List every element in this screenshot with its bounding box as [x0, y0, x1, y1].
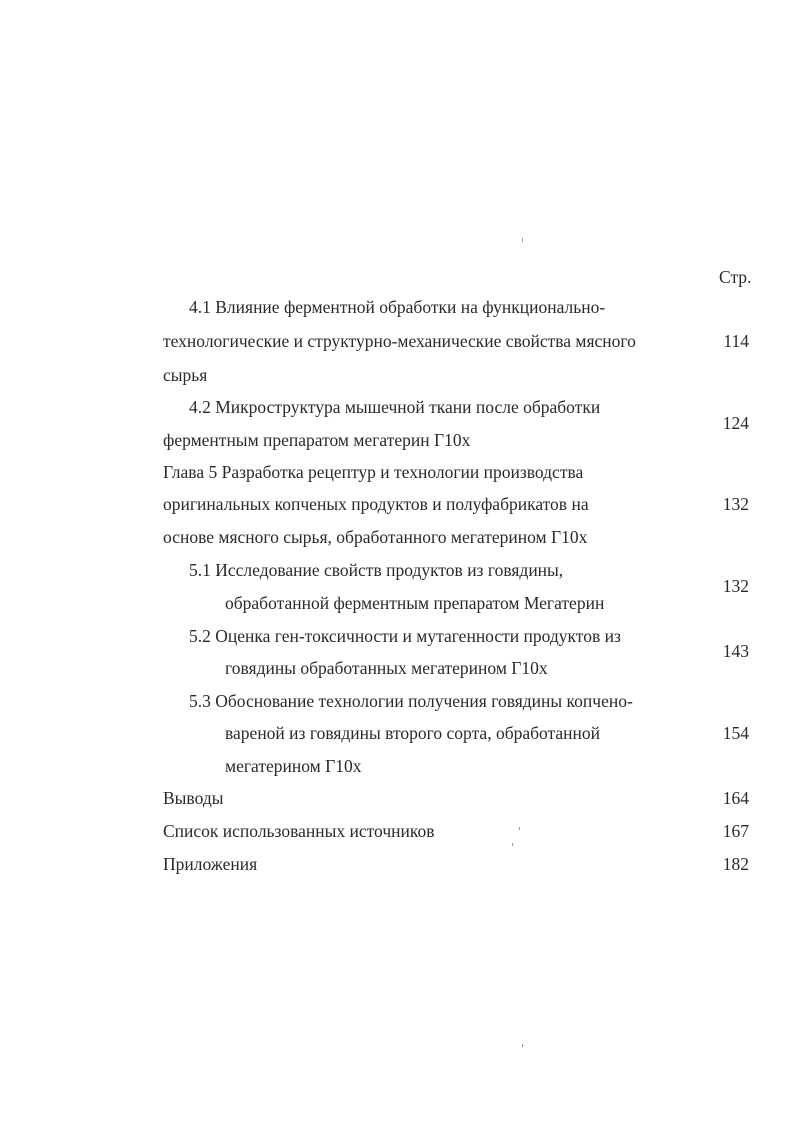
toc-entry-5-1-line-1: 5.1 Исследование свойств продуктов из говядины,	[189, 560, 564, 580]
toc-entry-5-3-line-2: вареной из говядины второго сорта, обработанной	[225, 723, 601, 743]
toc-appendices: Приложения	[163, 854, 258, 874]
toc-entry-5-2-line-1: 5.2 Оценка ген-токсичности и мутагенности продуктов из	[189, 626, 621, 646]
toc-entry-4-1-line-2: технологические и структурно-механические свойства мясного	[163, 331, 636, 351]
toc-entry-5-1-page: 132	[722, 576, 749, 596]
toc-conclusions: Выводы	[163, 788, 224, 808]
toc-entry-5-3-line-1: 5.3 Обоснование технологии получения говядины копчено-	[189, 691, 633, 711]
scan-speck	[512, 843, 513, 846]
toc-entry-5-1-line-2: обработанной ферментным препаратом Мегатерин	[225, 593, 605, 613]
toc-entry-4-2-line-2: ферментным препаратом мегатерин Г10х	[163, 430, 471, 450]
scan-speck	[522, 238, 523, 242]
toc-entry-5-3-page: 154	[722, 723, 749, 743]
toc-entry-5-2-line-2: говядины обработанных мегатерином Г10х	[225, 658, 548, 678]
toc-appendices-page: 182	[722, 854, 749, 874]
toc-chapter-5-line-3: основе мясного сырья, обработанного мегатерином Г10х	[163, 527, 588, 547]
toc-chapter-5-page: 132	[722, 494, 749, 514]
toc-entry-5-2-page: 143	[722, 641, 749, 661]
toc-references-page: 167	[722, 821, 749, 841]
toc-entry-4-2-page: 124	[722, 413, 749, 433]
toc-entry-5-3-line-3: мегатерином Г10х	[225, 756, 362, 776]
toc-entry-4-1-line-3: сырья	[163, 365, 208, 385]
toc-chapter-5-line-2: оригинальных копченых продуктов и полуфабрикатов на	[163, 494, 589, 514]
scan-speck	[522, 1044, 523, 1047]
scan-speck	[519, 827, 520, 830]
page-column-label: Стр.	[719, 267, 752, 287]
toc-entry-4-2-line-1: 4.2 Микроструктура мышечной ткани после обработки	[189, 397, 601, 417]
toc-chapter-5-line-1: Глава 5 Разработка рецептур и технологии производства	[163, 462, 584, 482]
toc-conclusions-page: 164	[722, 788, 749, 808]
toc-entry-4-1-page: 114	[723, 331, 749, 351]
toc-references: Список использованных источников	[163, 821, 435, 841]
toc-entry-4-1-line-1: 4.1 Влияние ферментной обработки на функционально-	[189, 297, 606, 317]
